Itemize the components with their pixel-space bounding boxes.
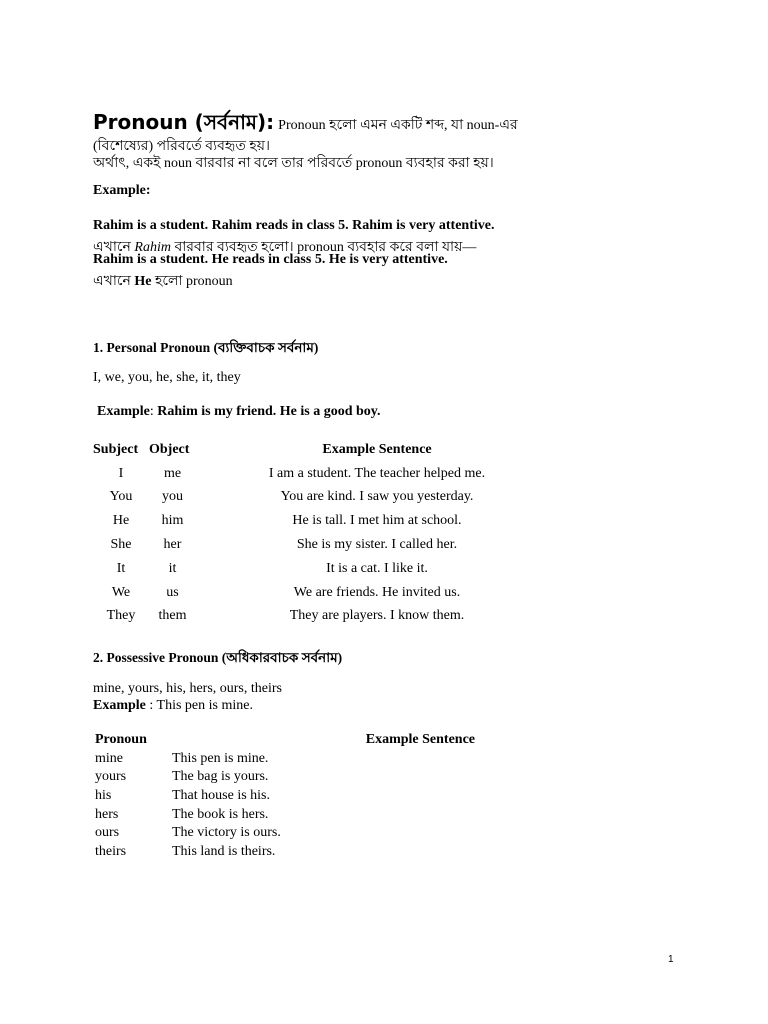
table-row [93, 462, 558, 486]
example-cell: I am a student. The teacher helped me. [268, 465, 486, 481]
object-cell: me [163, 465, 182, 481]
pronoun-cell: ours [95, 825, 120, 841]
table-row [95, 787, 495, 806]
table-row [95, 843, 495, 862]
table-row [93, 533, 558, 557]
example-cell: He is tall. I met him at school. [292, 513, 462, 529]
example-cell: It is a cat. I like it. [326, 560, 428, 576]
table-row [93, 509, 558, 533]
column-header-pronoun: Pronoun [95, 732, 147, 748]
possessive-example-label: Example [93, 698, 146, 713]
personal-example-colon: : [149, 404, 154, 419]
object-cell: it [168, 560, 177, 576]
personal-pronoun-list: I, we, you, he, she, it, they [93, 370, 241, 385]
definition-text-1: Pronoun হলো এমন একটি শব্দ, যা noun-এর [278, 118, 518, 133]
pronoun-cell: yours [95, 769, 127, 785]
object-cell: her [163, 537, 182, 553]
subject-cell: We [111, 584, 131, 600]
example-cell: The bag is yours. [172, 769, 269, 785]
definition-line-2: (বিশেষ্যের) পরিবর্তে ব্যবহৃত হয়। [93, 139, 270, 154]
pronoun-cell: mine [95, 750, 123, 766]
table-row [95, 768, 495, 787]
example-cell: You are kind. I saw you yesterday. [280, 489, 474, 505]
table-row [93, 605, 558, 629]
personal-example-label: Example [97, 404, 150, 419]
pronoun-cell: theirs [95, 843, 127, 859]
possessive-pronoun-list: mine, yours, his, hers, ours, theirs [93, 681, 282, 696]
subject-cell: I [118, 465, 124, 481]
object-cell: him [161, 513, 184, 529]
note-word: He [134, 274, 152, 289]
table-header-row [93, 438, 558, 462]
example-label: Example: [93, 183, 151, 198]
possessive-pronoun-table [95, 731, 495, 861]
possessive-example [93, 698, 253, 714]
example-cell: They are players. I know them. [289, 608, 465, 624]
section-heading-possessive: 2. Possessive Pronoun (অধিকারবাচক সর্বনাম) [93, 650, 343, 665]
object-cell: us [166, 584, 179, 600]
page-number: 1 [668, 954, 674, 965]
personal-example [97, 404, 381, 420]
subject-cell: He [112, 513, 130, 529]
personal-pronoun-table [93, 438, 558, 628]
explanation-name: Rahim [134, 240, 171, 255]
column-header-example: Example Sentence [322, 441, 432, 457]
column-header-example: Example Sentence [365, 732, 475, 748]
note-part-b: হলো [155, 274, 183, 289]
example-cell: The book is hers. [172, 806, 269, 822]
example-cell: This pen is mine. [172, 750, 269, 766]
subject-cell: You [109, 489, 133, 505]
table-row [93, 581, 558, 605]
object-cell: them [158, 608, 187, 624]
explanation-part-b: বারবার ব্যবহৃত হলো। pronoun ব্যবহার করে বলা যায়— [174, 240, 477, 255]
example-cell: This land is theirs. [172, 843, 276, 859]
table-row [95, 805, 495, 824]
example-sentence-rewritten: Rahim is a student. He reads in class 5. He is very attentive. [93, 252, 448, 267]
pronoun-cell: his [95, 788, 112, 804]
example-note [93, 269, 233, 293]
table-header-row [95, 731, 495, 750]
example-cell: That house is his. [172, 788, 270, 804]
column-header-subject: Subject [93, 441, 139, 457]
explanation-part-a: এখানে [93, 240, 131, 255]
subject-cell: She [110, 537, 132, 553]
page-title: Pronoun (সর্বনাম): [93, 110, 275, 134]
example-cell: We are friends. He invited us. [293, 584, 461, 600]
table-row [93, 557, 558, 581]
example-sentence-original: Rahim is a student. Rahim reads in class 5. Rahim is very attentive. [93, 218, 495, 233]
example-cell: She is my sister. I called her. [296, 537, 458, 553]
subject-cell: It [116, 560, 126, 576]
table-row [93, 486, 558, 510]
example-cell: The victory is ours. [172, 825, 281, 841]
table-row [95, 750, 495, 769]
definition-line-3: অর্থাৎ, একই noun বারবার না বলে তার পরিবর্তে pronoun ব্যবহার করা হয়। [93, 156, 494, 171]
table-row [95, 824, 495, 843]
note-part-a: এখানে [93, 274, 131, 289]
subject-cell: They [106, 608, 136, 624]
pronoun-cell: hers [95, 806, 119, 822]
note-part-c: pronoun [185, 274, 233, 289]
possessive-example-text: : This pen is mine. [145, 698, 253, 713]
section-heading-personal: 1. Personal Pronoun (ব্যক্তিবাচক সর্বনাম) [93, 340, 319, 355]
object-cell: you [162, 489, 183, 505]
column-header-object: Object [149, 441, 190, 457]
personal-example-text: Rahim is my friend. He is a good boy. [157, 404, 381, 419]
